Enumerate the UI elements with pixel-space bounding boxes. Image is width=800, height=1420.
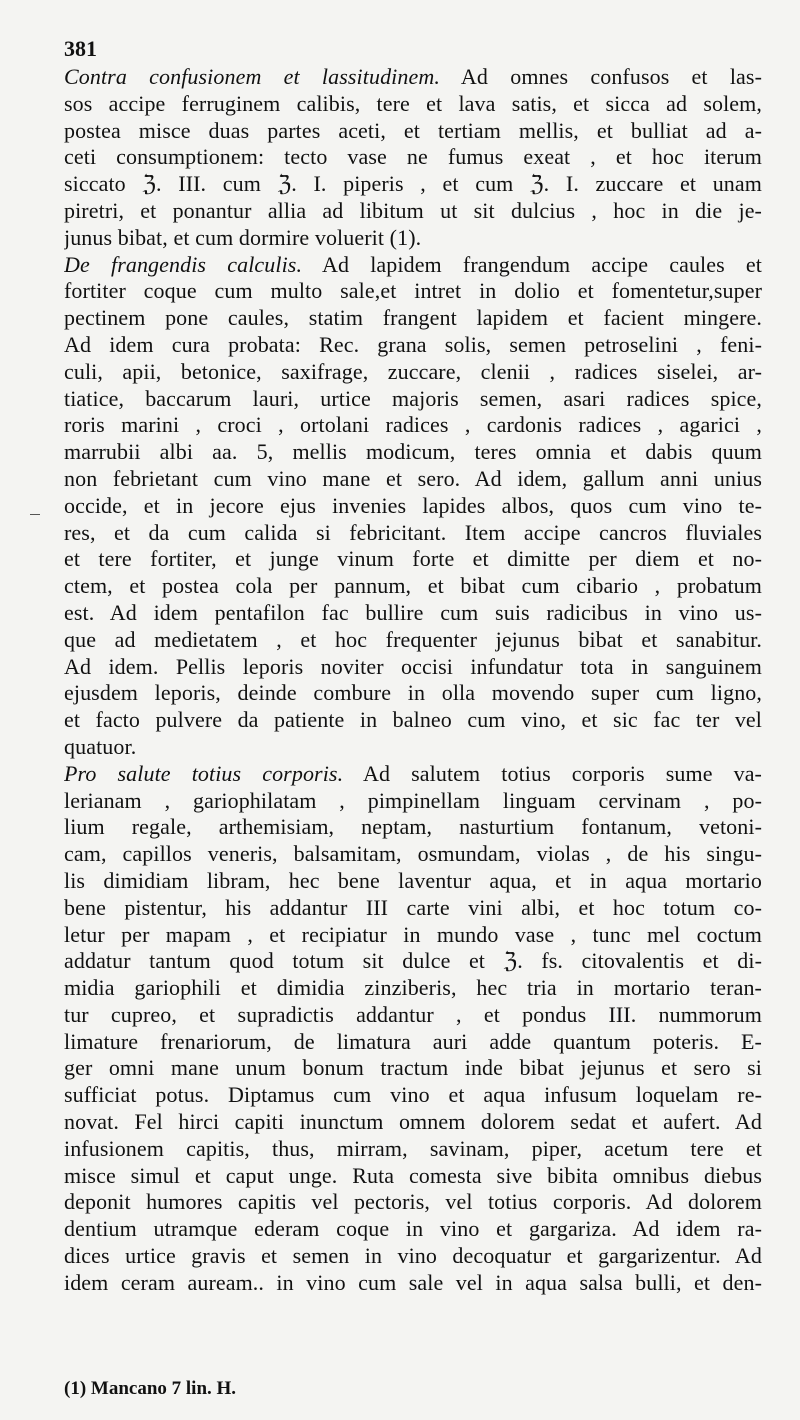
line-text: non febrietant cum vino mane et sero. Ad idem, gallum anni unius <box>64 465 762 491</box>
text-line <box>64 439 762 466</box>
text-line <box>64 278 762 305</box>
section-heading: Pro salute totius corporis. <box>64 760 344 786</box>
line-text: novat. Fel hirci capiti inunctum omnem dolorem sedat et aufert. Ad <box>64 1109 762 1135</box>
line-text: occide, et in jecore ejus invenies lapides albos, quos cum vino te- <box>64 492 762 518</box>
text-line <box>64 412 762 439</box>
text-line <box>64 1270 762 1297</box>
text-line <box>64 1189 762 1216</box>
line-text: et tere fortiter, et junge vinum forte et dimitte per diem et no- <box>64 546 762 572</box>
line-text: Ad idem cura probata: Rec. grana solis, semen petroselini , feni- <box>64 331 762 357</box>
text-line <box>64 1136 762 1163</box>
line-text: dentium utramque ederam coque in vino et gargariza. Ad idem ra- <box>64 1216 762 1242</box>
text-line <box>64 922 762 949</box>
line-text: idem ceram auream.. in vino cum sale vel in aqua salsa bulli, et den- <box>64 1269 762 1295</box>
line-text: tur cupreo, et supradictis addantur , et pondus III. nummorum <box>64 1001 762 1027</box>
text-line <box>64 198 762 225</box>
line-text: et facto pulvere da patiente in balneo cum vino, et sic fac ter vel <box>64 707 762 733</box>
text-line <box>64 171 762 198</box>
text-line <box>64 332 762 359</box>
line-text: lerianam , gariophilatam , pimpinellam linguam cervinam , po- <box>64 787 762 813</box>
line-text: lium regale, arthemisiam, neptam, nasturtium fontanum, vetoni- <box>64 814 762 840</box>
line-text: culi, apii, betonice, saxifrage, zuccare, clenii , radices siselei, ar- <box>64 358 762 384</box>
line-text: lis dimidiam libram, hec bene laventur aqua, et in aqua mortario <box>64 867 762 893</box>
text-line <box>64 707 762 734</box>
text-line <box>64 654 762 681</box>
line-text: piretri, et ponantur allia ad libitum ut sit dulcius , hoc in die je- <box>64 197 762 223</box>
line-text: Ad salutem totius corporis sume va- <box>343 760 762 786</box>
line-text: Ad lapidem frangendum accipe caules et <box>302 251 762 277</box>
text-line <box>64 225 762 252</box>
text-line <box>64 868 762 895</box>
text-line <box>64 144 762 171</box>
text-line <box>64 118 762 145</box>
text-line <box>64 91 762 118</box>
text-line <box>64 1055 762 1082</box>
page-number: 381 <box>64 36 97 61</box>
line-text: Ad idem. Pellis leporis noviter occisi infundatur tota in sanguinem <box>64 653 762 679</box>
line-text: midia gariophili et dimidia zinziberis, hec tria in mortario teran- <box>64 975 762 1001</box>
line-text: cam, capillos veneris, balsamitam, osmundam, violas , de his singu- <box>64 841 762 867</box>
text-line <box>64 680 762 707</box>
line-text: Ad omnes confusos et las- <box>439 64 762 89</box>
line-text: deponit humores capitis vel pectoris, vel totius corporis. Ad dolorem <box>64 1189 762 1215</box>
line-text: res, et da cum calida si febricitant. Item accipe cancros fluviales <box>64 519 762 545</box>
line-text: infusionem capitis, thus, mirram, savinam, piper, acetum tere et <box>64 1135 762 1161</box>
text-line <box>64 948 762 975</box>
text-line <box>64 1216 762 1243</box>
text-line <box>64 1243 762 1270</box>
text-line <box>64 627 762 654</box>
text-line <box>64 841 762 868</box>
text-line <box>64 573 762 600</box>
section-heading: De frangendis calculis. <box>64 251 303 277</box>
text-line <box>64 546 762 573</box>
text-body <box>64 64 760 1297</box>
text-line <box>64 761 762 788</box>
line-text: est. Ad idem pentafilon fac bullire cum suis radicibus in vino us- <box>64 599 762 625</box>
line-text: ctem, et postea cola per pannum, et bibat cum cibario , probatum <box>64 573 762 599</box>
text-line <box>64 1002 762 1029</box>
line-text: ger omni mane unum bonum tractum inde bibat jejunus et sero si <box>64 1055 762 1081</box>
text-line <box>64 788 762 815</box>
text-line <box>64 466 762 493</box>
line-text: siccato ℨ. III. cum ℨ. I. piperis , et cum ℨ. I. zuccare et unam <box>64 171 762 197</box>
line-text: roris marini , croci , ortolani radices , cardonis radices , agarici , <box>64 412 762 438</box>
text-line <box>64 1082 762 1109</box>
line-text: limature frenariorum, de limatura auri adde quantum poteris. E- <box>64 1028 762 1054</box>
line-text: pectinem pone caules, statim frangent lapidem et facient mingere. <box>64 305 762 331</box>
text-line <box>64 1109 762 1136</box>
line-text: tiatice, baccarum lauri, urtice majoris semen, asari radices spice, <box>64 385 762 411</box>
line-text: que ad medietatem , et hoc frequenter jejunus bibat et sanabitur. <box>64 626 762 652</box>
line-text: dices urtice gravis et semen in vino decoquatur et gargarizentur. Ad <box>64 1243 762 1269</box>
line-text: junus bibat, et cum dormire voluerit (1). <box>64 224 422 250</box>
line-text: letur per mapam , et recipiatur in mundo vase , tunc mel coctum <box>64 921 762 947</box>
text-line <box>64 305 762 332</box>
text-line <box>64 734 762 761</box>
text-line <box>64 814 762 841</box>
line-text: marrubii albi aa. 5, mellis modicum, teres omnia et dabis quum <box>64 439 762 465</box>
text-line <box>64 359 762 386</box>
text-line <box>64 1029 762 1056</box>
margin-mark <box>30 514 40 515</box>
text-line <box>64 386 762 413</box>
text-line <box>64 252 762 279</box>
text-line <box>64 64 762 91</box>
line-text: quatuor. <box>64 733 137 759</box>
line-text: fortiter coque cum multo sale,et intret in dolio et fomentetur,super <box>64 278 762 304</box>
line-text: sufficiat potus. Diptamus cum vino et aqua infusum loquelam re- <box>64 1082 762 1108</box>
line-text: ejusdem leporis, deinde combure in olla movendo super cum ligno, <box>64 680 762 706</box>
line-text: misce simul et caput unge. Ruta comesta sive bibita omnibus diebus <box>64 1162 762 1188</box>
line-text: sos accipe ferruginem calibis, tere et lava satis, et sicca ad solem, <box>64 90 762 116</box>
text-line <box>64 493 762 520</box>
text-line <box>64 975 762 1002</box>
text-line <box>64 600 762 627</box>
line-text: postea misce duas partes aceti, et tertiam mellis, et bulliat ad a- <box>64 117 762 143</box>
line-text: addatur tantum quod totum sit dulce et ℨ. fs. citovalentis et di- <box>64 948 762 974</box>
footnote: (1) Mancano 7 lin. H. <box>64 1378 237 1399</box>
text-line <box>64 1163 762 1190</box>
text-line <box>64 520 762 547</box>
line-text: bene pistentur, his addantur III carte vini albi, et hoc totum co- <box>64 894 762 920</box>
text-line <box>64 895 762 922</box>
line-text: ceti consumptionem: tecto vase ne fumus exeat , et hoc iterum <box>64 144 762 170</box>
section-heading: Contra confusionem et lassitudinem. <box>64 64 440 89</box>
